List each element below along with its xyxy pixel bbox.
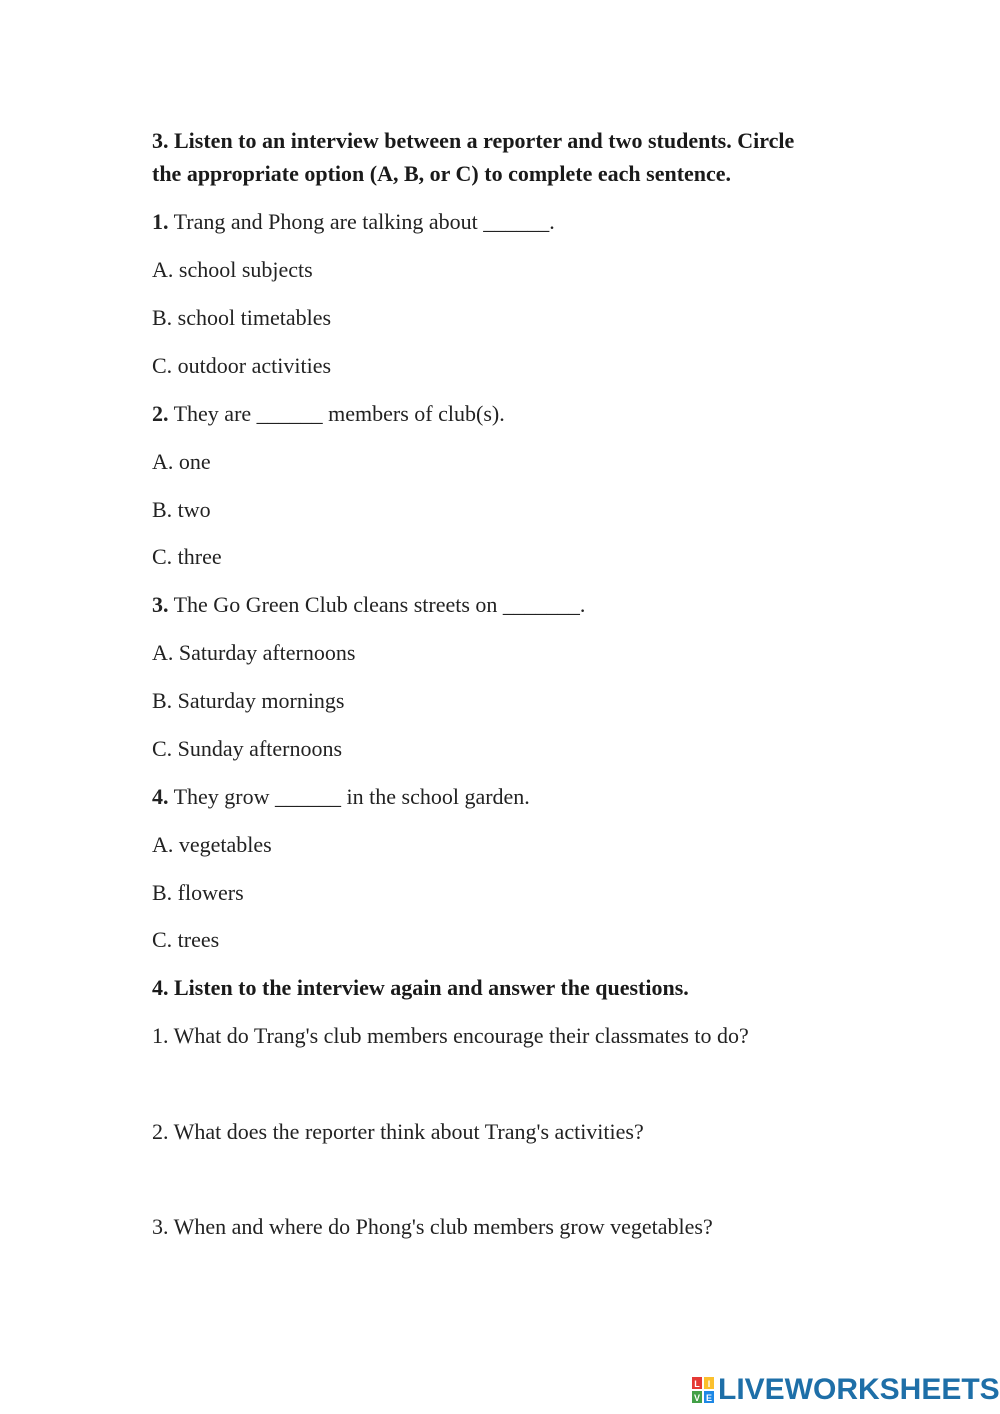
option-1a[interactable]: A. school subjects: [152, 257, 313, 282]
svg-text:V: V: [693, 1393, 701, 1403]
question-number: 1.: [152, 209, 169, 234]
option-3b[interactable]: B. Saturday mornings: [152, 688, 345, 713]
question-number: 3.: [152, 592, 169, 617]
section3-heading-line2: the appropriate option (A, B, or C) to complete each sentence.: [152, 161, 732, 186]
logo-text: LIVEWORKSHEETS: [718, 1373, 1000, 1406]
svg-text:E: E: [705, 1393, 713, 1403]
option-4a[interactable]: A. vegetables: [152, 832, 272, 857]
svg-text:L: L: [694, 1379, 700, 1389]
option-2a[interactable]: A. one: [152, 449, 211, 474]
option-3a[interactable]: A. Saturday afternoons: [152, 640, 356, 665]
section3-heading-line1: 3. Listen to an interview between a reporter and two students. Circle: [152, 128, 795, 153]
question-2: [152, 398, 505, 430]
liveworksheets-logo-icon: [692, 1377, 714, 1403]
question-number: 4.: [152, 784, 169, 809]
option-1b[interactable]: B. school timetables: [152, 305, 332, 330]
question-4: [152, 781, 530, 813]
option-2c[interactable]: C. three: [152, 544, 222, 569]
option-3c[interactable]: C. Sunday afternoons: [152, 736, 343, 761]
option-1c[interactable]: C. outdoor activities: [152, 353, 332, 378]
open-question-3: 3. When and where do Phong's club members grow vegetables?: [152, 1214, 713, 1239]
liveworksheets-logo: [692, 1374, 1000, 1406]
option-4c[interactable]: C. trees: [152, 927, 220, 952]
question-text: Trang and Phong are talking about ______.: [168, 209, 555, 234]
question-3: [152, 589, 585, 621]
open-question-2: 2. What does the reporter think about Trang's activities?: [152, 1119, 644, 1144]
option-2b[interactable]: B. two: [152, 497, 211, 522]
question-number: 2.: [152, 401, 169, 426]
section4-heading: 4. Listen to the interview again and answer the questions.: [152, 975, 689, 1000]
option-4b[interactable]: B. flowers: [152, 880, 244, 905]
question-text: They grow ______ in the school garden.: [168, 784, 530, 809]
svg-text:I: I: [707, 1379, 711, 1389]
question-text: The Go Green Club cleans streets on _______.: [168, 592, 586, 617]
open-question-1: 1. What do Trang's club members encourage their classmates to do?: [152, 1023, 749, 1048]
question-text: They are ______ members of club(s).: [168, 401, 505, 426]
question-1: [152, 206, 555, 238]
